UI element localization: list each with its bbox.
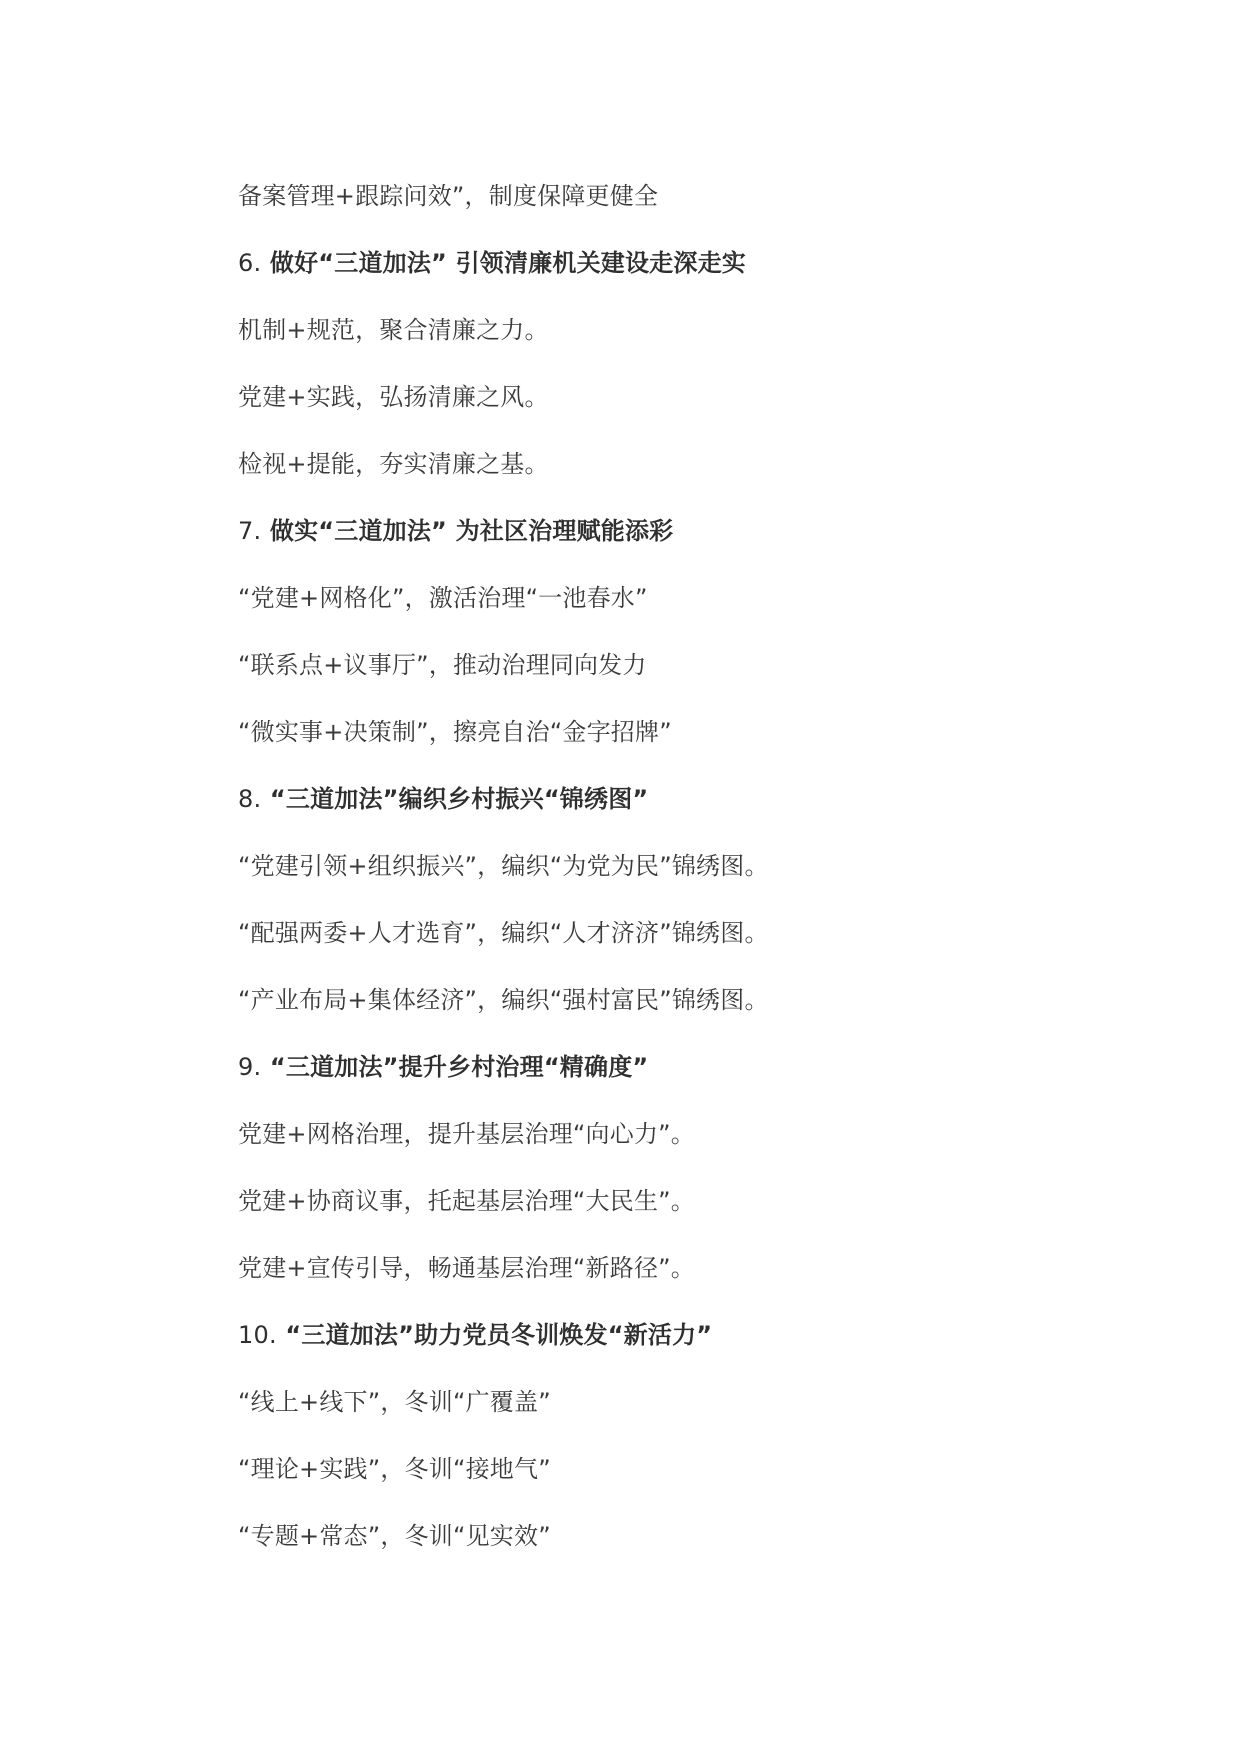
paragraph: “微实事+决策制”，擦亮自治“金字招牌” bbox=[238, 718, 672, 746]
paragraph: “专题+常态”，冬训“见实效” bbox=[238, 1522, 551, 1550]
paragraph: 检视+提能，夯实清廉之基。 bbox=[238, 450, 549, 478]
section-heading bbox=[238, 515, 673, 547]
paragraph: “党建引领+组织振兴”，编织“为党为民”锦绣图。 bbox=[238, 852, 769, 880]
section-heading bbox=[238, 1051, 648, 1083]
heading-text: 做好“三道加法” 引领清廉机关建设走深走实 bbox=[269, 249, 746, 277]
paragraph: 党建+协商议事，托起基层治理“大民生”。 bbox=[238, 1187, 695, 1215]
heading-text: “三道加法”提升乡村治理“精确度” bbox=[269, 1053, 649, 1081]
paragraph: “配强两委+人才选育”，编织“人才济济”锦绣图。 bbox=[238, 919, 769, 947]
paragraph: “线上+线下”，冬训“广覆盖” bbox=[238, 1388, 551, 1416]
heading-text: 做实“三道加法” 为社区治理赋能添彩 bbox=[269, 517, 674, 545]
paragraph: “党建+网格化”，激活治理“一池春水” bbox=[238, 584, 648, 612]
paragraph: 党建+宣传引导，畅通基层治理“新路径”。 bbox=[238, 1254, 695, 1282]
paragraph: 备案管理+跟踪问效”，制度保障更健全 bbox=[238, 182, 659, 210]
heading-text: “三道加法”编织乡村振兴“锦绣图” bbox=[269, 785, 649, 813]
paragraph: 党建+实践，弘扬清廉之风。 bbox=[238, 383, 549, 411]
paragraph: “理论+实践”，冬训“接地气” bbox=[238, 1455, 551, 1483]
paragraph: 机制+规范，聚合清廉之力。 bbox=[238, 316, 549, 344]
paragraph: “联系点+议事厅”，推动治理同向发力 bbox=[238, 651, 647, 679]
paragraph: 党建+网格治理，提升基层治理“向心力”。 bbox=[238, 1120, 695, 1148]
heading-text: “三道加法”助力党员冬训焕发“新活力” bbox=[285, 1321, 713, 1349]
heading-number: 6. bbox=[238, 249, 262, 277]
section-heading bbox=[238, 247, 746, 279]
heading-number: 10. bbox=[238, 1321, 277, 1349]
heading-number: 8. bbox=[238, 785, 262, 813]
section-heading bbox=[238, 1319, 712, 1351]
heading-number: 9. bbox=[238, 1053, 262, 1081]
paragraph: “产业布局+集体经济”，编织“强村富民”锦绣图。 bbox=[238, 986, 769, 1014]
heading-number: 7. bbox=[238, 517, 262, 545]
section-heading bbox=[238, 783, 648, 815]
